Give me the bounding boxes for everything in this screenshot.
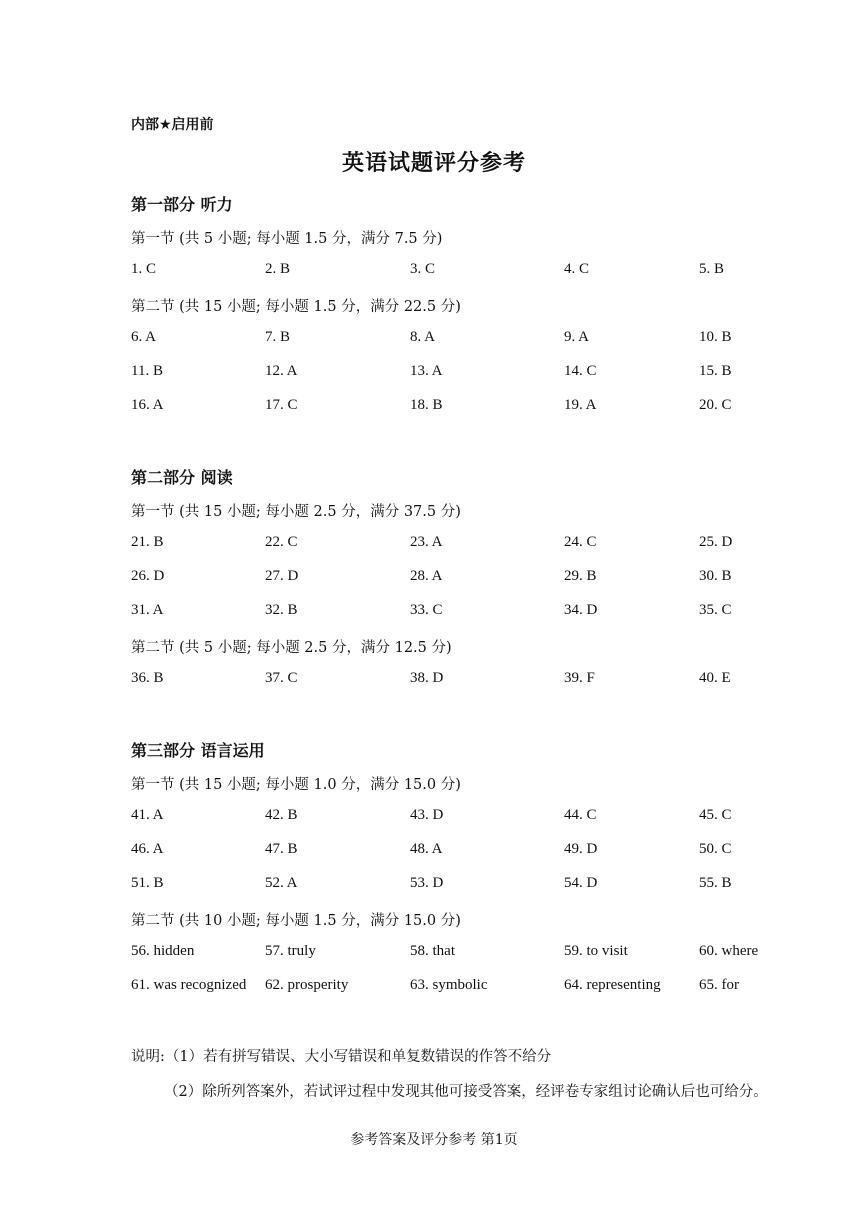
answer-cell: 6. A <box>131 329 157 345</box>
answer-row <box>0 943 868 965</box>
answer-row <box>0 875 868 897</box>
part-3-title: 第三部分 语言运用 <box>131 741 265 760</box>
answer-cell: 7. B <box>265 329 291 345</box>
answer-cell: 49. D <box>564 841 598 857</box>
answer-cell: 16. A <box>131 397 164 413</box>
page-title: 英语试题评分参考 <box>341 151 526 176</box>
part-2-section-2-heading: 第二节 (共 5 小题; 每小题 2.5 分，满分 12.5 分) <box>131 640 452 656</box>
answer-row <box>0 329 868 351</box>
answer-cell: 12. A <box>265 363 298 379</box>
answer-cell: 27. D <box>265 568 299 584</box>
answer-row <box>0 807 868 829</box>
answer-cell: 62. prosperity <box>265 977 349 993</box>
confidential-label: 内部★启用前 <box>131 117 214 133</box>
part-1-section-1-heading: 第一节 (共 5 小题; 每小题 1.5 分，满分 7.5 分) <box>131 231 443 247</box>
answer-cell: 24. C <box>564 534 597 550</box>
answer-cell: 44. C <box>564 807 597 823</box>
answer-cell: 53. D <box>410 875 444 891</box>
part-3-section-1-heading: 第一节 (共 15 小题; 每小题 1.0 分，满分 15.0 分) <box>131 777 461 793</box>
answer-row <box>0 602 868 624</box>
answer-cell: 11. B <box>131 363 163 379</box>
answer-row <box>0 363 868 385</box>
answer-cell: 30. B <box>699 568 732 584</box>
answer-cell: 54. D <box>564 875 598 891</box>
answer-cell: 60. where <box>699 943 759 959</box>
answer-row <box>0 397 868 419</box>
answer-cell: 3. C <box>410 261 436 277</box>
answer-cell: 31. A <box>131 602 164 618</box>
part-2-title: 第二部分 阅读 <box>131 468 233 487</box>
answer-cell: 28. A <box>410 568 443 584</box>
answer-cell: 14. C <box>564 363 597 379</box>
answer-cell: 58. that <box>410 943 455 959</box>
answer-cell: 57. truly <box>265 943 316 959</box>
answer-cell: 39. F <box>564 670 595 686</box>
answer-cell: 63. symbolic <box>410 977 488 993</box>
answer-cell: 19. A <box>564 397 597 413</box>
answer-cell: 37. C <box>265 670 298 686</box>
answer-cell: 33. C <box>410 602 443 618</box>
answer-cell: 18. B <box>410 397 443 413</box>
part-2-section-1-heading: 第一节 (共 15 小题; 每小题 2.5 分，满分 37.5 分) <box>131 504 461 520</box>
answer-cell: 46. A <box>131 841 164 857</box>
answer-cell: 50. C <box>699 841 732 857</box>
answer-cell: 47. B <box>265 841 298 857</box>
answer-cell: 38. D <box>410 670 444 686</box>
answer-cell: 36. B <box>131 670 164 686</box>
answer-row <box>0 977 868 999</box>
part-1-section-2-heading: 第二节 (共 15 小题; 每小题 1.5 分，满分 22.5 分) <box>131 299 461 315</box>
answer-cell: 9. A <box>564 329 590 345</box>
answer-cell: 15. B <box>699 363 732 379</box>
answer-cell: 4. C <box>564 261 590 277</box>
answer-cell: 56. hidden <box>131 943 195 959</box>
part-3-section-2-heading: 第二节 (共 10 小题; 每小题 1.5 分，满分 15.0 分) <box>131 913 461 929</box>
answer-cell: 17. C <box>265 397 298 413</box>
answer-cell: 21. B <box>131 534 164 550</box>
answer-cell: 35. C <box>699 602 732 618</box>
note-line-1: 说明:（1）若有拼写错误、大小写错误和单复数错误的作答不给分 <box>131 1049 552 1065</box>
answer-cell: 40. E <box>699 670 731 686</box>
answer-cell: 1. C <box>131 261 157 277</box>
note-line-2: （2）除所列答案外，若试评过程中发现其他可接受答案，经评卷专家组讨论确认后也可给分。 <box>164 1084 768 1100</box>
answer-row <box>0 670 868 692</box>
answer-cell: 13. A <box>410 363 443 379</box>
answer-row <box>0 534 868 556</box>
answer-cell: 23. A <box>410 534 443 550</box>
answer-cell: 22. C <box>265 534 298 550</box>
answer-cell: 34. D <box>564 602 598 618</box>
answer-cell: 20. C <box>699 397 732 413</box>
answer-cell: 29. B <box>564 568 597 584</box>
answer-cell: 64. representing <box>564 977 661 993</box>
answer-cell: 61. was recognized <box>131 977 247 993</box>
answer-cell: 5. B <box>699 261 725 277</box>
answer-cell: 59. to visit <box>564 943 628 959</box>
answer-row <box>0 261 868 283</box>
answer-cell: 25. D <box>699 534 733 550</box>
answer-cell: 41. A <box>131 807 164 823</box>
answer-cell: 52. A <box>265 875 298 891</box>
answer-cell: 2. B <box>265 261 291 277</box>
answer-cell: 51. B <box>131 875 164 891</box>
answer-cell: 32. B <box>265 602 298 618</box>
answer-cell: 43. D <box>410 807 444 823</box>
part-1-title: 第一部分 听力 <box>131 195 233 214</box>
answer-cell: 8. A <box>410 329 436 345</box>
answer-cell: 48. A <box>410 841 443 857</box>
answer-row <box>0 568 868 590</box>
answer-cell: 65. for <box>699 977 739 993</box>
answer-cell: 10. B <box>699 329 732 345</box>
answer-cell: 26. D <box>131 568 165 584</box>
answer-row <box>0 841 868 863</box>
answer-cell: 55. B <box>699 875 732 891</box>
page-footer: 参考答案及评分参考 第1页 <box>350 1132 518 1148</box>
answer-cell: 45. C <box>699 807 732 823</box>
answer-cell: 42. B <box>265 807 298 823</box>
